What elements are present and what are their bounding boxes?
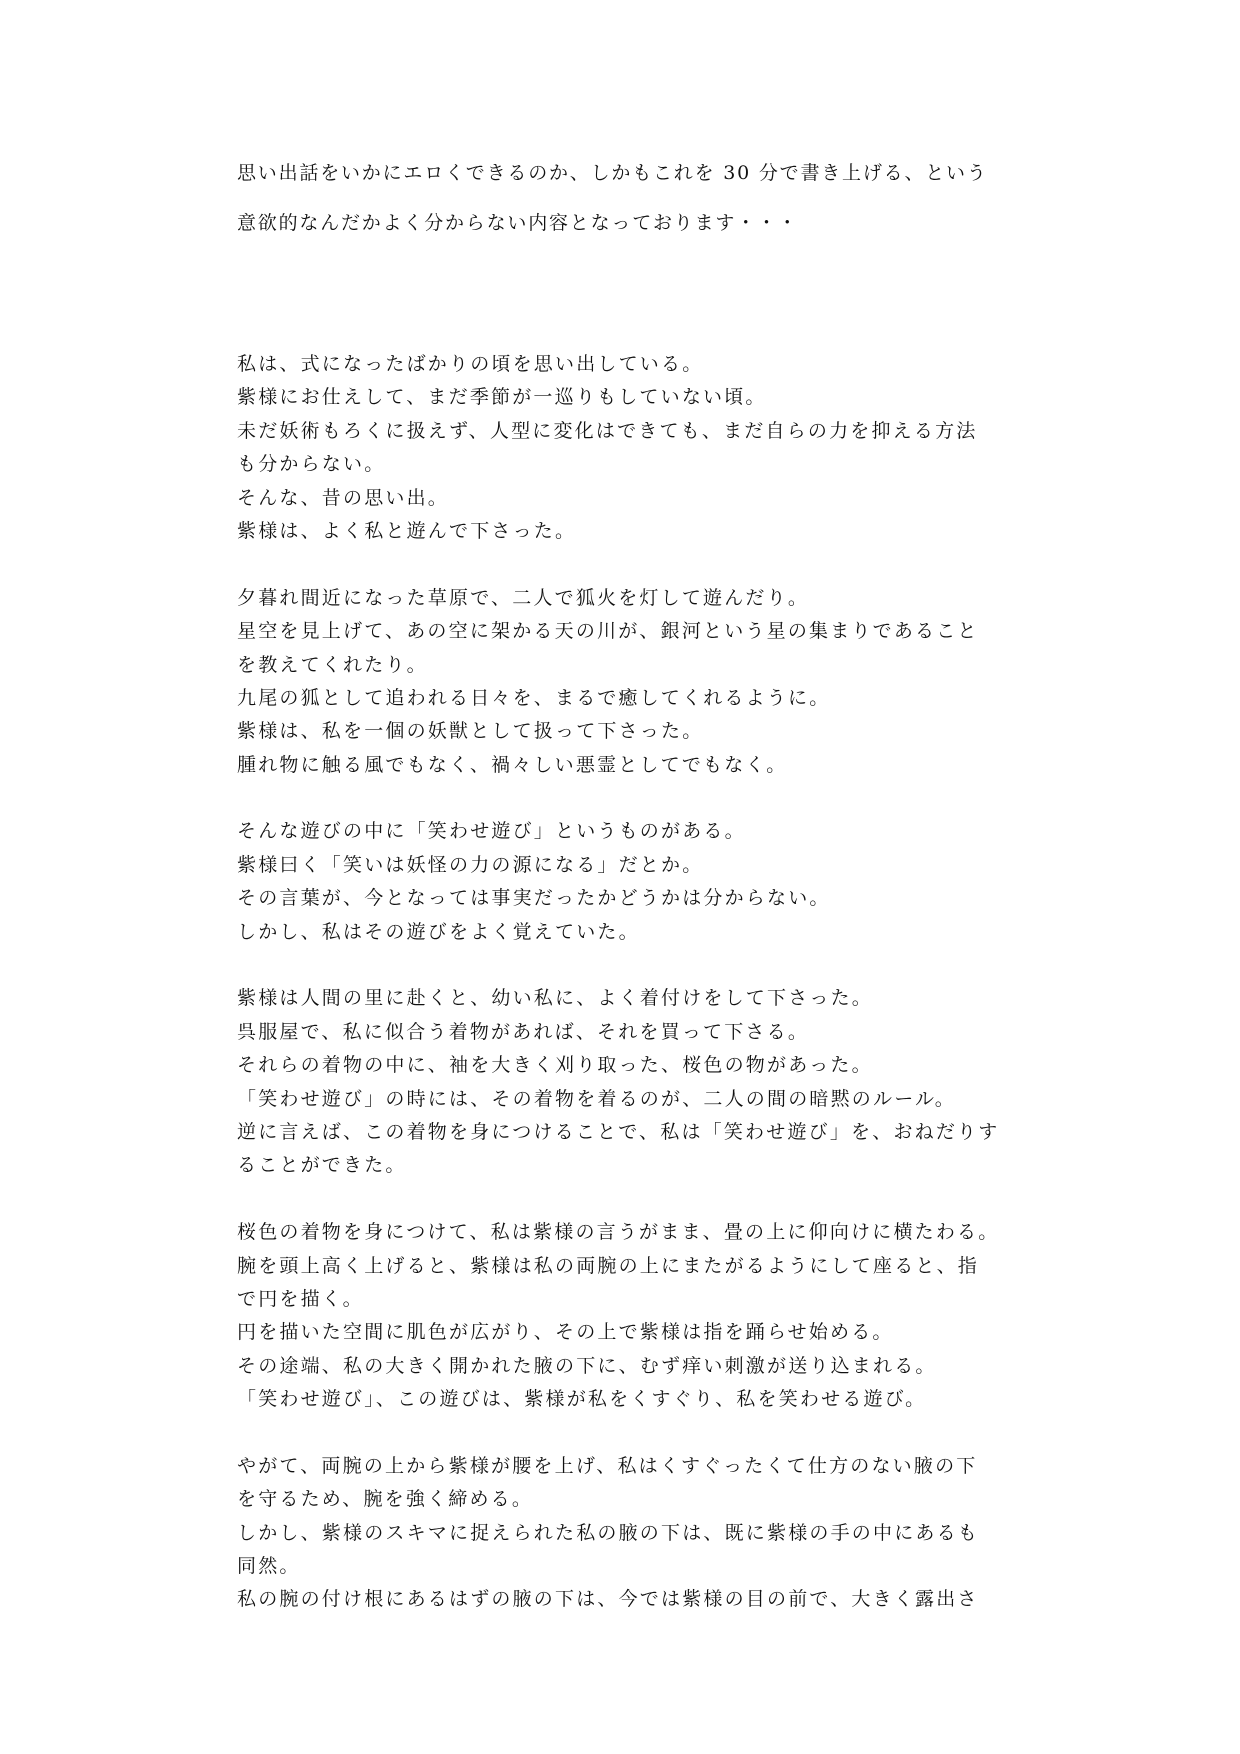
text-line: そんな、昔の思い出。 [237, 486, 450, 509]
text-line: 星空を見上げて、あの空に架かる天の川が、銀河という星の集まりであること [237, 620, 979, 643]
paragraph [237, 815, 1009, 949]
text-line: を守るため、腕を強く締める。 [237, 1488, 534, 1511]
text-line: 私は、式になったばかりの頃を思い出している。 [237, 353, 704, 375]
intro-line: 意欲的なんだかよく分からない内容となっております・・・ [237, 212, 799, 234]
story-body [237, 348, 1009, 1617]
text-line: その言葉が、今となっては事実だったかどうかは分からない。 [237, 887, 831, 910]
text-line: 紫様にお仕えして、まだ季節が一巡りもしていない頃。 [237, 386, 767, 409]
text-line: を教えてくれたり。 [237, 653, 428, 676]
intro-line: 思い出話をいかにエロくできるのか、しかもこれを 30 分で書き上げる、という [237, 162, 988, 184]
text-line: も分からない。 [237, 453, 386, 476]
text-line: 同然。 [237, 1555, 301, 1578]
paragraph-gap [237, 782, 1009, 815]
text-line: ることができた。 [237, 1154, 407, 1177]
text-line: 桜色の着物を身につけて、私は紫様の言うがまま、畳の上に仰向けに横たわる。 [237, 1221, 1000, 1244]
text-line: しかし、私はその遊びをよく覚えていた。 [237, 920, 640, 943]
text-line: やがて、両腕の上から紫様が腰を上げ、私はくすぐったくて仕方のない腋の下 [237, 1454, 978, 1477]
text-line: 逆に言えば、この着物を身につけることで、私は「笑わせ遊び」を、おねだりす [237, 1120, 1000, 1143]
text-line: その途端、私の大きく開かれた腋の下に、むず痒い刺激が送り込まれる。 [237, 1354, 937, 1377]
text-line: 未だ妖術もろくに扱えず、人型に変化はできても、まだ自らの力を抑える方法 [237, 419, 978, 442]
text-line: 呉服屋で、私に似合う着物があれば、それを買って下さる。 [237, 1020, 810, 1043]
paragraph-gap [237, 548, 1009, 581]
intro-note [237, 148, 1009, 248]
text-line: それらの着物の中に、袖を大きく刈り取った、桜色の物があった。 [237, 1054, 873, 1077]
text-line: 「笑わせ遊び」、この遊びは、紫様が私をくすぐり、私を笑わせる遊び。 [237, 1388, 927, 1411]
text-line: 紫様は人間の里に赴くと、幼い私に、よく着付けをして下さった。 [237, 987, 874, 1010]
paragraph [237, 582, 1009, 782]
text-line: 円を描いた空間に肌色が広がり、その上で紫様は指を踊らせ始める。 [237, 1321, 894, 1344]
paragraph [237, 1216, 1009, 1416]
paragraph-gap [237, 1417, 1009, 1450]
text-line: 夕暮れ間近になった草原で、二人で狐火を灯して遊んだり。 [237, 586, 810, 609]
paragraph [237, 348, 1009, 548]
text-line: 紫様曰く「笑いは妖怪の力の源になる」だとか。 [237, 853, 704, 876]
text-line: そんな遊びの中に「笑わせ遊び」というものがある。 [237, 820, 746, 843]
text-line: 紫様は、よく私と遊んで下さった。 [237, 519, 577, 542]
text-line: 九尾の狐として追われる日々を、まるで癒してくれるように。 [237, 686, 831, 709]
paragraph-gap [237, 1183, 1009, 1216]
text-line: 私の腕の付け根にあるはずの腋の下は、今では紫様の目の前で、大きく露出さ [237, 1588, 979, 1611]
text-line: で円を描く。 [237, 1287, 364, 1310]
paragraph [237, 1450, 1009, 1617]
text-line: 腫れ物に触る風でもなく、禍々しい悪霊としてでもなく。 [237, 753, 788, 776]
text-line: 腕を頭上高く上げると、紫様は私の両腕の上にまたがるようにして座ると、指 [237, 1254, 980, 1277]
text-line: 紫様は、私を一個の妖獣として扱って下さった。 [237, 720, 704, 743]
paragraph-gap [237, 949, 1009, 982]
text-line: 「笑わせ遊び」の時には、その着物を着るのが、二人の間の暗黙のルール。 [237, 1087, 956, 1110]
paragraph [237, 982, 1009, 1182]
text-line: しかし、紫様のスキマに捉えられた私の腋の下は、既に紫様の手の中にあるも [237, 1521, 980, 1544]
document-page [237, 0, 1009, 1754]
